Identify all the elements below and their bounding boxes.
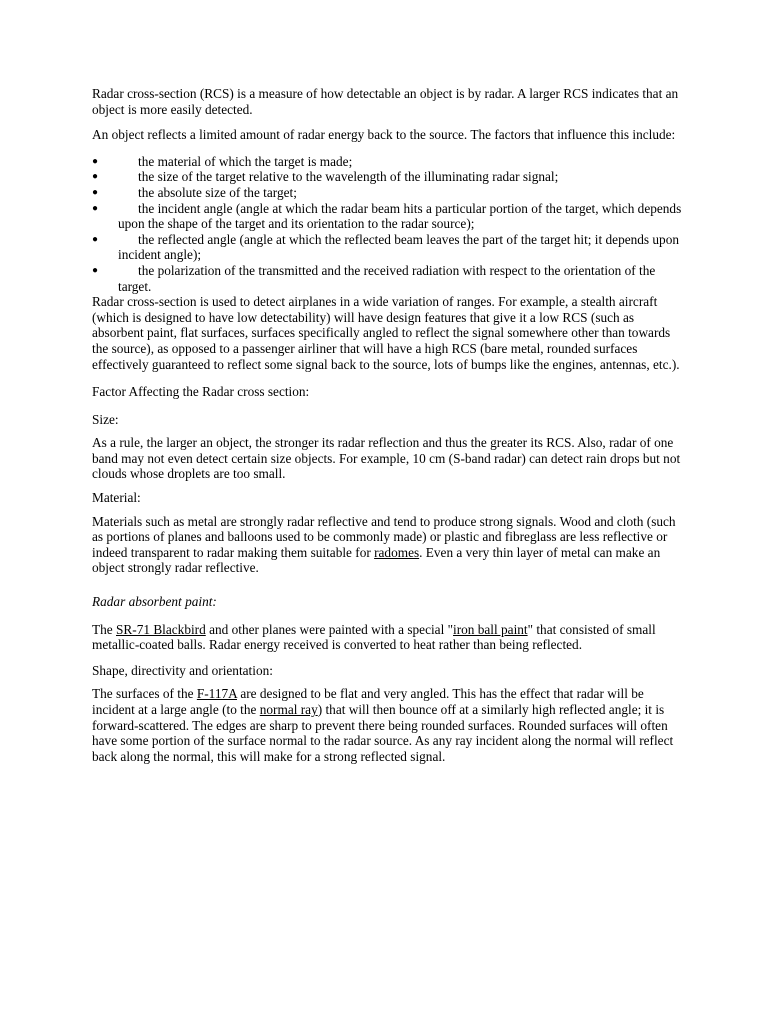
factors-intro-paragraph: An object reflects a limited amount of radar energy back to the source. The factors that influence this include: [92,127,676,143]
f117a-link[interactable]: F-117A [196,686,238,702]
factor-heading: Factor Affecting the Radar cross section: [92,384,310,400]
factors-list [92,154,682,294]
bullet-icon: ● [92,202,99,214]
material-paragraph: Materials such as metal are strongly radar reflective and tend to produce strong signals. Wood and cloth (such as portions of planes and balloons used to be commonly made) or plastic and fibreglass are less reflective or indeed transparent to radar making them suitable for radomes. Even a very thin layer of metal can make an object strongly radar reflective. [92,513,676,576]
list-item: ● the reflected angle (angle at which the reflected beam leaves the part of the target hit; it depends upon incident angle); [92,231,680,263]
paint-heading: Radar absorbent paint: [92,594,217,610]
sr71-blackbird-link[interactable]: SR-71 Blackbird [116,621,206,637]
list-item: ● the absolute size of the target; [92,184,297,200]
list-item: ● the material of which the target is made; [92,153,353,169]
list-item: ● the polarization of the transmitted and the received radiation with respect to the orientation of the target. [92,262,656,294]
shape-heading: Shape, directivity and orientation: [92,662,273,678]
intro-paragraph: Radar cross-section (RCS) is a measure of how detectable an object is by radar. A larger RCS indicates that an object is more easily detected. [92,86,679,117]
bullet-icon: ● [92,155,99,167]
usage-paragraph: Radar cross-section is used to detect airplanes in a wide variation of ranges. For example, a stealth aircraft (which is designed to have low detectability) will have design features that give it a low RCS (such as absorbent paint, flat surfaces, surfaces specifically angled to reflect the signal somewhere other than towards the source), as opposed to a passenger airliner that will have a high RCS (bare metal, rounded surfaces effectively guaranteed to reflect some signal back to the source, lots of bumps like the engines, antennas, etc.). [92,294,680,372]
material-heading: Material: [92,490,141,506]
paint-paragraph: The SR-71 Blackbird and other planes were painted with a special "iron ball paint" that consisted of small metallic-coated balls. Radar energy received is converted to heat rather than being reflected. [92,621,656,653]
normal-ray-link[interactable]: normal ray [259,702,318,717]
size-paragraph: As a rule, the larger an object, the stronger its radar reflection and thus the greater its RCS. Also, radar of one band may not even detect certain size objects. For example, 10 cm (S-band radar) can detect rain drops but not clouds whose droplets are too small. [92,435,681,482]
iron-ball-paint-link[interactable]: iron ball paint [453,621,528,637]
bullet-icon: ● [92,171,99,183]
size-heading: Size: [92,411,119,427]
bullet-icon: ● [92,233,99,245]
list-item: ● the size of the target relative to the wavelength of the illuminating radar signal; [92,169,559,185]
document-page [92,86,682,764]
bullet-icon: ● [92,264,99,276]
bullet-icon: ● [92,186,99,198]
list-item: ● the incident angle (angle at which the radar beam hits a particular portion of the target, which depends upon the shape of the target and its orientation to the radar source); [92,200,682,232]
radomes-link[interactable]: radomes [374,544,420,560]
shape-paragraph: The surfaces of the F-117A are designed to be flat and very angled. This has the effect that radar will be incident at a large angle (to the normal ray) that will then bounce off at a similarly high reflected angle; it is forward-scattered. The edges are sharp to prevent there being rounded surfaces. Rounded surfaces will often have some portion of the surface normal to the radar source. As any ray incident along the normal will reflect back along the normal, this will make for a strong reflected signal. [92,686,674,764]
